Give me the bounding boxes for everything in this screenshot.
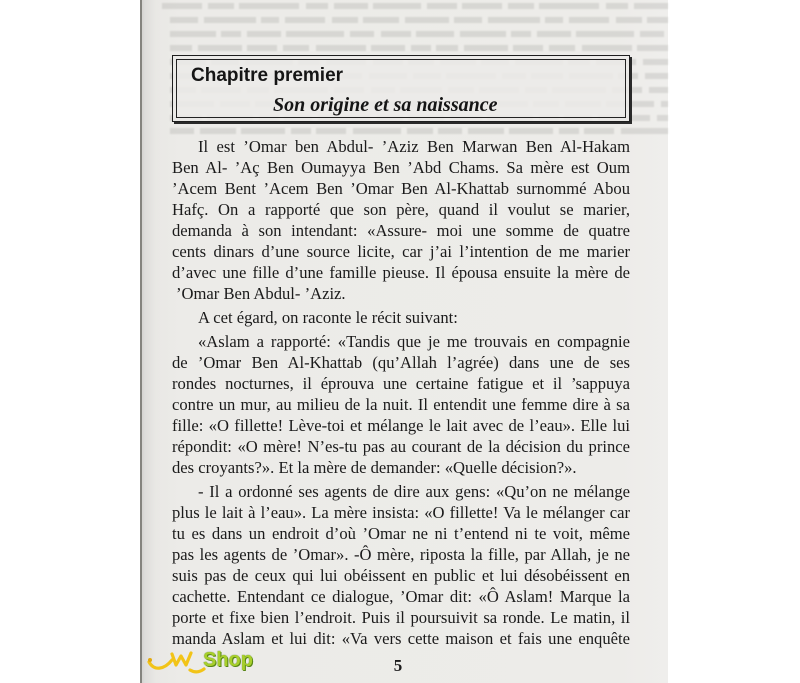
text-line: porte et fixe bien l’endroit. Puis il poursuivit sa ronde. Le matin, il [172,607,630,627]
text-line: contre un mur, au milieu de la nuit. Il entendit une femme dire à sa [172,394,630,414]
chapter-heading-box [172,55,630,122]
chapter-label: Chapitre premier [191,65,344,86]
text-line: suis pas de ceux qui lui obéissent en public et lui désobéissent en [172,565,630,585]
shop-logo [146,644,258,676]
text-line: Hafç. On a rapporté que son père, quand il voulut se marier, [172,199,630,219]
paragraph [172,331,630,478]
text-line: demanda à son intendant: «Assure- moi une somme de quatre [172,220,630,240]
text-line: fille: «O fillette! Lève-toi et mélange le lait avec de l’eau». Elle lui [172,415,630,435]
text-line: plus le lait à l’eau». La mère insista: «O fillette! Va le mélanger car [172,502,630,522]
logo-text: Shop [203,649,253,671]
text-line: ’Acem Bent ’Acem Ben ’Omar Ben Al-Khattab surnommé Abou [172,178,630,198]
text-line: d’avec une fille d’une famille pieuse. Il épousa ensuite la mère de [172,262,630,282]
text-line: Il est ’Omar ben Abdul- ’Aziz Ben Marwan Ben Al-Hakam [198,136,630,156]
text-line: cents dinars d’une source licite, car j’ai l’intention de me marier [172,241,630,261]
text-line: cachette. Entendant ce dialogue, ’Omar dit: «Ô Aslam! Marque la [172,586,630,606]
text-line: A cet égard, on raconte le récit suivant: [198,307,458,327]
text-line: des croyants?». Et la mère de demander: «Quelle décision?». [172,457,577,477]
text-line: répondit: «O mère! N’es-tu pas au courant de la décision du prince [172,436,630,456]
paragraph [172,307,630,328]
paragraph [172,136,630,304]
chapter-title: Son origine et sa naissance [273,94,498,116]
text-line: Ben Al- ’Aç Ben Oumayya Ben ’Abd Chams. Sa mère est Oum [172,157,630,177]
swoosh-icon [146,644,206,676]
page-number: 5 [393,656,403,675]
text-line: tu es dans un endroit d’où ’Omar ne ni t’entend ni te voit, même [172,523,630,543]
text-line: de ’Omar Ben Al-Khattab (qu’Allah l’agrée) dans une de ses [172,352,630,372]
paragraph [172,481,630,649]
text-line: rondes nocturnes, il éprouva une certaine fatigue et il ’sappuya [172,373,630,393]
body-text [172,136,630,649]
text-line: - Il a ordonné ses agents de dire aux gens: «Qu’on ne mélange [198,481,630,501]
text-line: «Aslam a rapporté: «Tandis que je me trouvais en compagnie [198,331,630,351]
text-line: pas les agents de ’Omar». -Ô mère, riposta la fille, par Allah, je ne [172,544,630,564]
text-line: manda Aslam et lui dit: «Va vers cette maison et fais une enquête [172,628,630,648]
text-line: ’Omar Ben Abdul- ’Aziz. [176,283,346,303]
